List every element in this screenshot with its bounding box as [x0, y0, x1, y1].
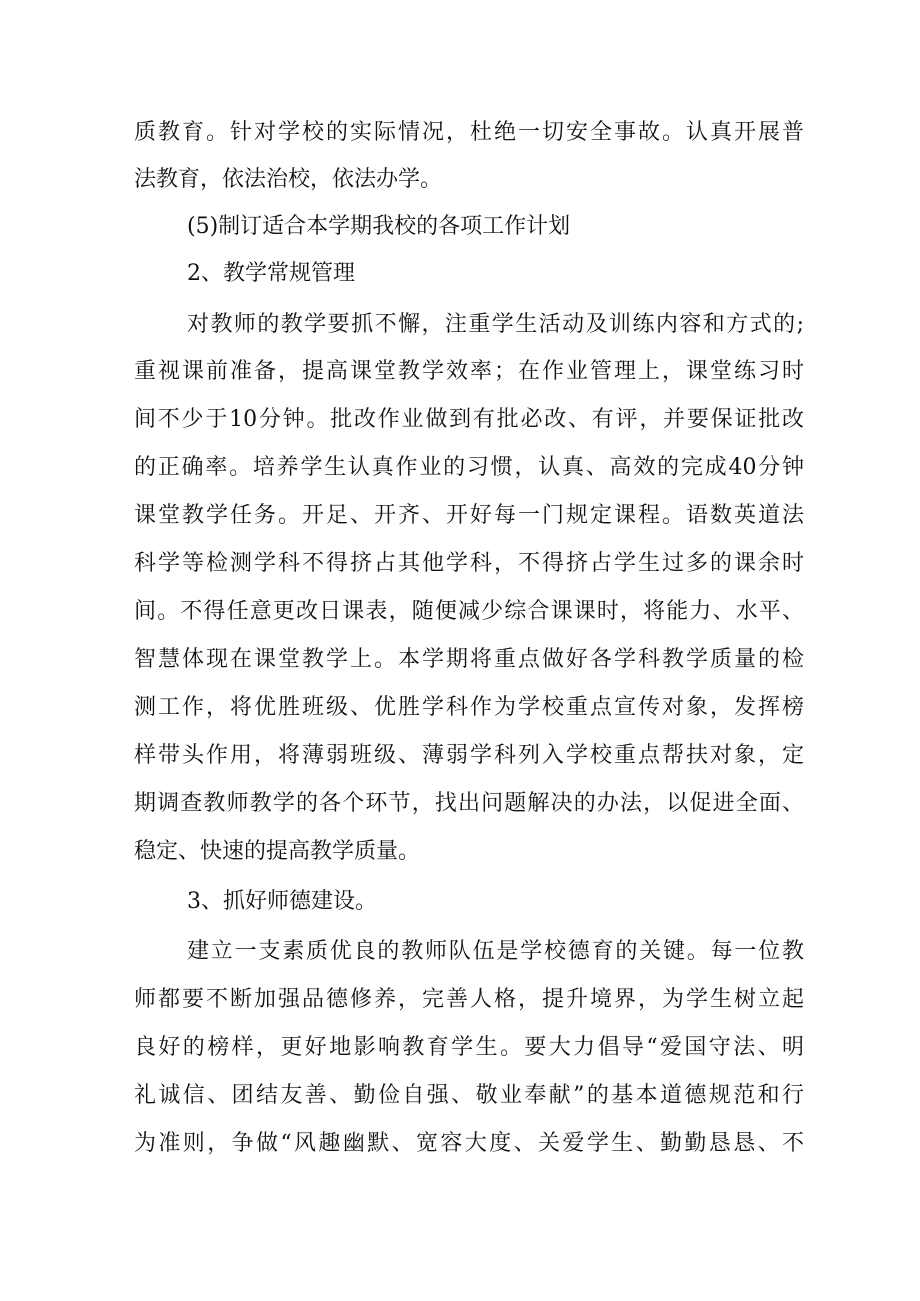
text-line: 为准则，争做“风趣幽默、宽容大度、关爱学生、勤勤恳恳、不: [134, 1131, 804, 1156]
text-line: 的正确率。培养学生认真作业的习惯，认真、高效的完成40分钟: [134, 455, 804, 480]
text-line: 重视课前准备，提高课堂教学效率；在作业管理上，课堂练习时: [134, 359, 804, 384]
text-line: 样带头作用，将薄弱班级、薄弱学科列入学校重点帮扶对象，定: [134, 743, 804, 768]
list-item-heading: (5)制订适合本学期我校的各项工作计划: [187, 214, 571, 239]
section-heading: 2、教学常规管理: [187, 261, 355, 286]
text-line: 间不少于10分钟。批改作业做到有批必改、有评，并要保证批改: [134, 407, 804, 432]
text-line: 科学等检测学科不得挤占其他学科，不得挤占学生过多的课余时: [134, 551, 804, 576]
text-line: 良好的榜样，更好地影响教育学生。要大力倡导“爱国守法、明: [134, 1035, 804, 1060]
text-line: 间。不得任意更改日课表，随便减少综合课课时，将能力、水平、: [134, 599, 804, 624]
text-line: 礼诚信、团结友善、勤俭自强、敬业奉献”的基本道德规范和行: [134, 1083, 804, 1108]
text-line: 质教育。针对学校的实际情况，杜绝一切安全事故。认真开展普: [134, 120, 804, 145]
text-line: 师都要不断加强品德修养，完善人格，提升境界，为学生树立起: [134, 987, 804, 1012]
text-line: 建立一支素质优良的教师队伍是学校德育的关键。每一位教: [187, 939, 804, 964]
section-heading: 3、抓好师德建设。: [187, 889, 377, 914]
text-line: 稳定、快速的提高教学质量。: [134, 839, 421, 864]
text-line: 课堂教学任务。开足、开齐、开好每一门规定课程。语数英道法: [134, 503, 804, 528]
text-line: 测工作，将优胜班级、优胜学科作为学校重点宣传对象，发挥榜: [134, 695, 804, 720]
text-line: 期调查教师教学的各个环节，找出问题解决的办法，以促进全面、: [134, 791, 804, 816]
text-line: 智慧体现在课堂教学上。本学期将重点做好各学科教学质量的检: [134, 647, 804, 672]
text-line: 法教育，依法治校，依法办学。: [134, 167, 443, 192]
text-line: 对教师的教学要抓不懈，注重学生活动及训练内容和方式的;: [187, 312, 804, 337]
